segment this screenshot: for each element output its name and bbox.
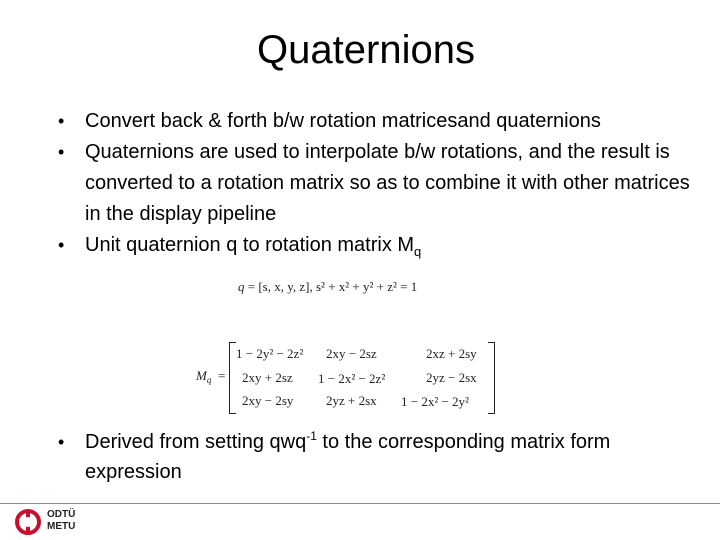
rotation-matrix-equation <box>196 340 506 414</box>
matrix-cell: 2xy + 2sz <box>242 370 293 385</box>
eq-comma: , <box>309 279 316 294</box>
bullet-text: Derived from setting qwq <box>85 431 307 453</box>
matrix-lhs-subscript: q <box>206 375 212 385</box>
matrix-cell: 2xy − 2sz <box>326 346 377 361</box>
left-bracket <box>229 342 236 414</box>
matrix-cell: 2xy − 2sy <box>242 393 294 408</box>
eq-lhs: q <box>238 279 245 294</box>
bullet-text-continued: to the corresponding matrix form expression <box>85 431 611 483</box>
matrix-cell: 2xz + 2sy <box>426 346 477 361</box>
bullet-text: Quaternions are used to interpolate b/w rotations, and the result is converted to a rotation matrix so as to combine it with other matrices in the display pipeline <box>85 141 690 225</box>
matrix-eq-sign: = <box>218 368 226 383</box>
bullet-superscript: -1 <box>306 429 317 443</box>
quaternion-equation <box>238 279 468 305</box>
matrix-cell: 2yz + 2sx <box>326 393 377 408</box>
matrix-lhs <box>196 368 211 384</box>
eq-sign: = <box>244 279 259 294</box>
metu-logo-text <box>47 509 75 533</box>
bullet-text: Unit quaternion q to rotation matrix M <box>85 234 415 256</box>
bullet-item <box>50 106 710 137</box>
eq-vector: [s, x, y, z] <box>258 279 310 294</box>
bullet-subscript: q <box>414 244 422 259</box>
eq-norm: s² + x² + y² + z² = 1 <box>316 279 418 294</box>
bullet-marker: • <box>58 111 65 131</box>
slide-title: Quaternions <box>257 28 475 72</box>
bullet-marker: • <box>58 235 65 255</box>
bullet-item <box>50 137 710 230</box>
footer-divider <box>0 503 720 504</box>
matrix-cell: 1 − 2y² − 2z² <box>236 346 304 361</box>
logo-text-bottom: METU <box>47 521 76 532</box>
matrix-cell: 1 − 2x² − 2y² <box>401 394 469 409</box>
bullet-item <box>50 230 710 261</box>
bullet-marker: • <box>58 432 65 452</box>
right-bracket <box>488 342 495 414</box>
matrix-lhs-symbol: M <box>196 368 207 383</box>
logo-text-top: ODTÜ <box>47 509 76 520</box>
bullet-marker: • <box>58 142 65 162</box>
bullet-item <box>50 427 710 487</box>
bullet-text: Convert back & forth b/w rotation matricesand quaternions <box>85 110 601 132</box>
matrix-cell: 2yz − 2sx <box>426 370 477 385</box>
bullet-list <box>50 106 710 261</box>
matrix-cell: 1 − 2x² − 2z² <box>318 371 386 386</box>
